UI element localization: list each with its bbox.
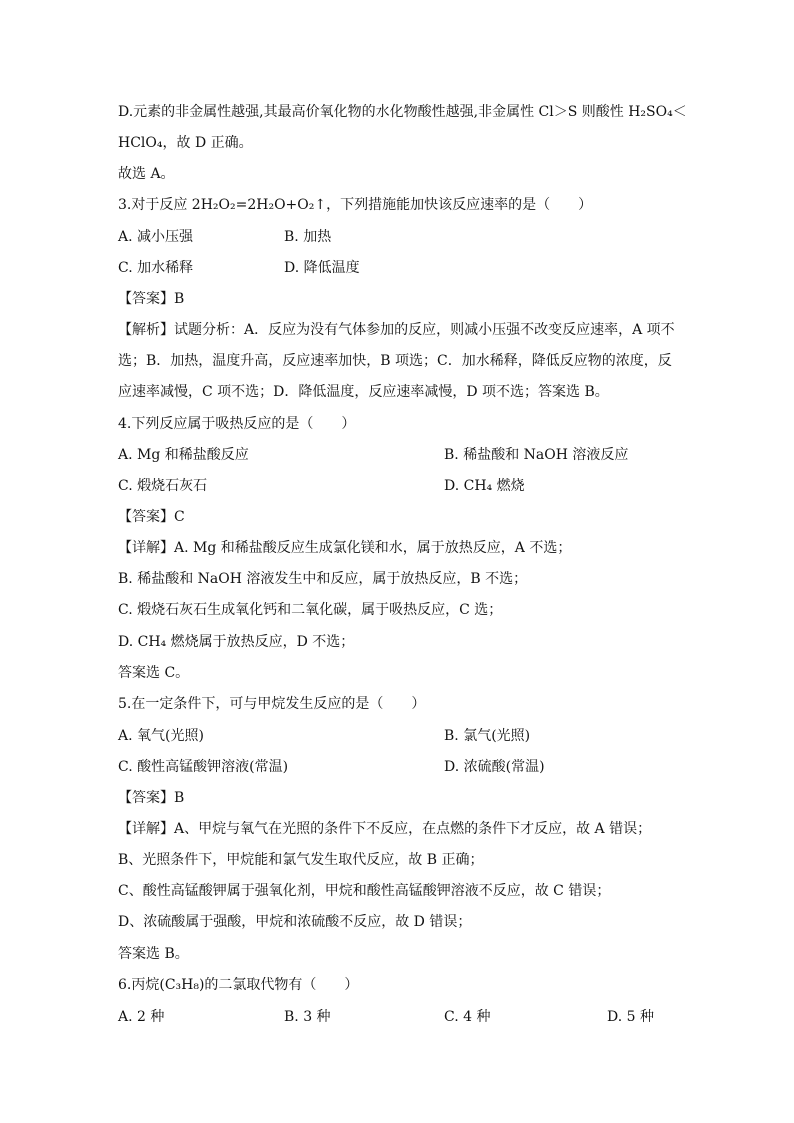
question-3-analysis-line-3: 应速率减慢，C 项不选；D．降低温度，反应速率减慢，D 项不选；答案选 B。 bbox=[118, 384, 609, 400]
question-6-option-c: C. 4 种 bbox=[444, 1009, 491, 1025]
question-3-option-b: B. 加热 bbox=[284, 229, 332, 245]
question-5-option-d: D. 浓硫酸(常温) bbox=[444, 759, 545, 775]
question-6-option-a: A. 2 种 bbox=[118, 1009, 165, 1025]
question-4-conclusion: 答案选 C。 bbox=[118, 665, 190, 681]
question-4-detail-line-4: D. CH₄ 燃烧属于放热反应，D 不选； bbox=[118, 634, 355, 650]
question-4-detail-line-1: 【详解】A. Mg 和稀盐酸反应生成氯化镁和水，属于放热反应，A 不选； bbox=[118, 540, 572, 556]
question-3-answer: 【答案】B bbox=[118, 291, 185, 307]
question-3-option-a: A. 减小压强 bbox=[118, 229, 194, 245]
question-5-option-c: C. 酸性高锰酸钾溶液(常温) bbox=[118, 759, 289, 775]
question-4-answer: 【答案】C bbox=[118, 509, 185, 525]
question-3-option-d: D. 降低温度 bbox=[284, 260, 360, 276]
question-5-answer: 【答案】B bbox=[118, 790, 185, 806]
question-5-conclusion: 答案选 B。 bbox=[118, 946, 189, 962]
choose-a-line: 故选 A。 bbox=[118, 166, 175, 182]
question-5-detail-line-3: C、酸性高锰酸钾属于强氧化剂，甲烷和酸性高锰酸钾溶液不反应，故 C 错误； bbox=[118, 883, 611, 899]
question-4-option-a: A. Mg 和稀盐酸反应 bbox=[118, 447, 249, 463]
option-d-conclusion-line-2: HClO₄，故 D 正确。 bbox=[118, 135, 253, 151]
question-4-option-c: C. 煅烧石灰石 bbox=[118, 478, 208, 494]
question-3-analysis-line-1: 【解析】试题分析：A．反应为没有气体参加的反应，则减小压强不改变反应速率，A 项不 bbox=[118, 322, 675, 338]
question-3-stem: 3.对于反应 2H₂O₂=2H₂O+O₂↑，下列措施能加快该反应速率的是（ ） bbox=[118, 197, 593, 213]
question-6-option-d: D. 5 种 bbox=[607, 1009, 654, 1025]
question-5-detail-line-2: B、光照条件下，甲烷能和氯气发生取代反应，故 B 正确； bbox=[118, 852, 484, 868]
question-4-option-d: D. CH₄ 燃烧 bbox=[444, 478, 525, 494]
question-5-option-a: A. 氧气(光照) bbox=[118, 728, 204, 744]
question-4-detail-line-2: B. 稀盐酸和 NaOH 溶液发生中和反应，属于放热反应，B 不选； bbox=[118, 571, 528, 587]
question-3-analysis-line-2: 选；B．加热，温度升高，反应速率加快，B 项选；C．加水稀释，降低反应物的浓度，反 bbox=[118, 353, 672, 369]
question-5-detail-line-4: D、浓硫酸属于强酸，甲烷和浓硫酸不反应，故 D 错误； bbox=[118, 914, 472, 930]
question-3-option-c: C. 加水稀释 bbox=[118, 260, 194, 276]
question-5-option-b: B. 氯气(光照) bbox=[444, 728, 531, 744]
option-d-conclusion-line-1: D.元素的非金属性越强,其最高价氧化物的水化物酸性越强,非金属性 Cl＞S 则酸性 H₂SO₄＜ bbox=[118, 104, 687, 120]
question-4-detail-line-3: C. 煅烧石灰石生成氧化钙和二氧化碳，属于吸热反应，C 选； bbox=[118, 602, 503, 618]
question-5-stem: 5.在一定条件下，可与甲烷发生反应的是（ ） bbox=[118, 696, 426, 712]
question-6-stem: 6.丙烷(C₃H₈)的二氯取代物有（ ） bbox=[118, 977, 359, 993]
question-5-detail-line-1: 【详解】A、甲烷与氧气在光照的条件下不反应，在点燃的条件下才反应，故 A 错误； bbox=[118, 821, 652, 837]
question-4-stem: 4.下列反应属于吸热反应的是（ ） bbox=[118, 416, 356, 432]
question-4-option-b: B. 稀盐酸和 NaOH 溶液反应 bbox=[444, 447, 629, 463]
question-6-option-b: B. 3 种 bbox=[284, 1009, 331, 1025]
